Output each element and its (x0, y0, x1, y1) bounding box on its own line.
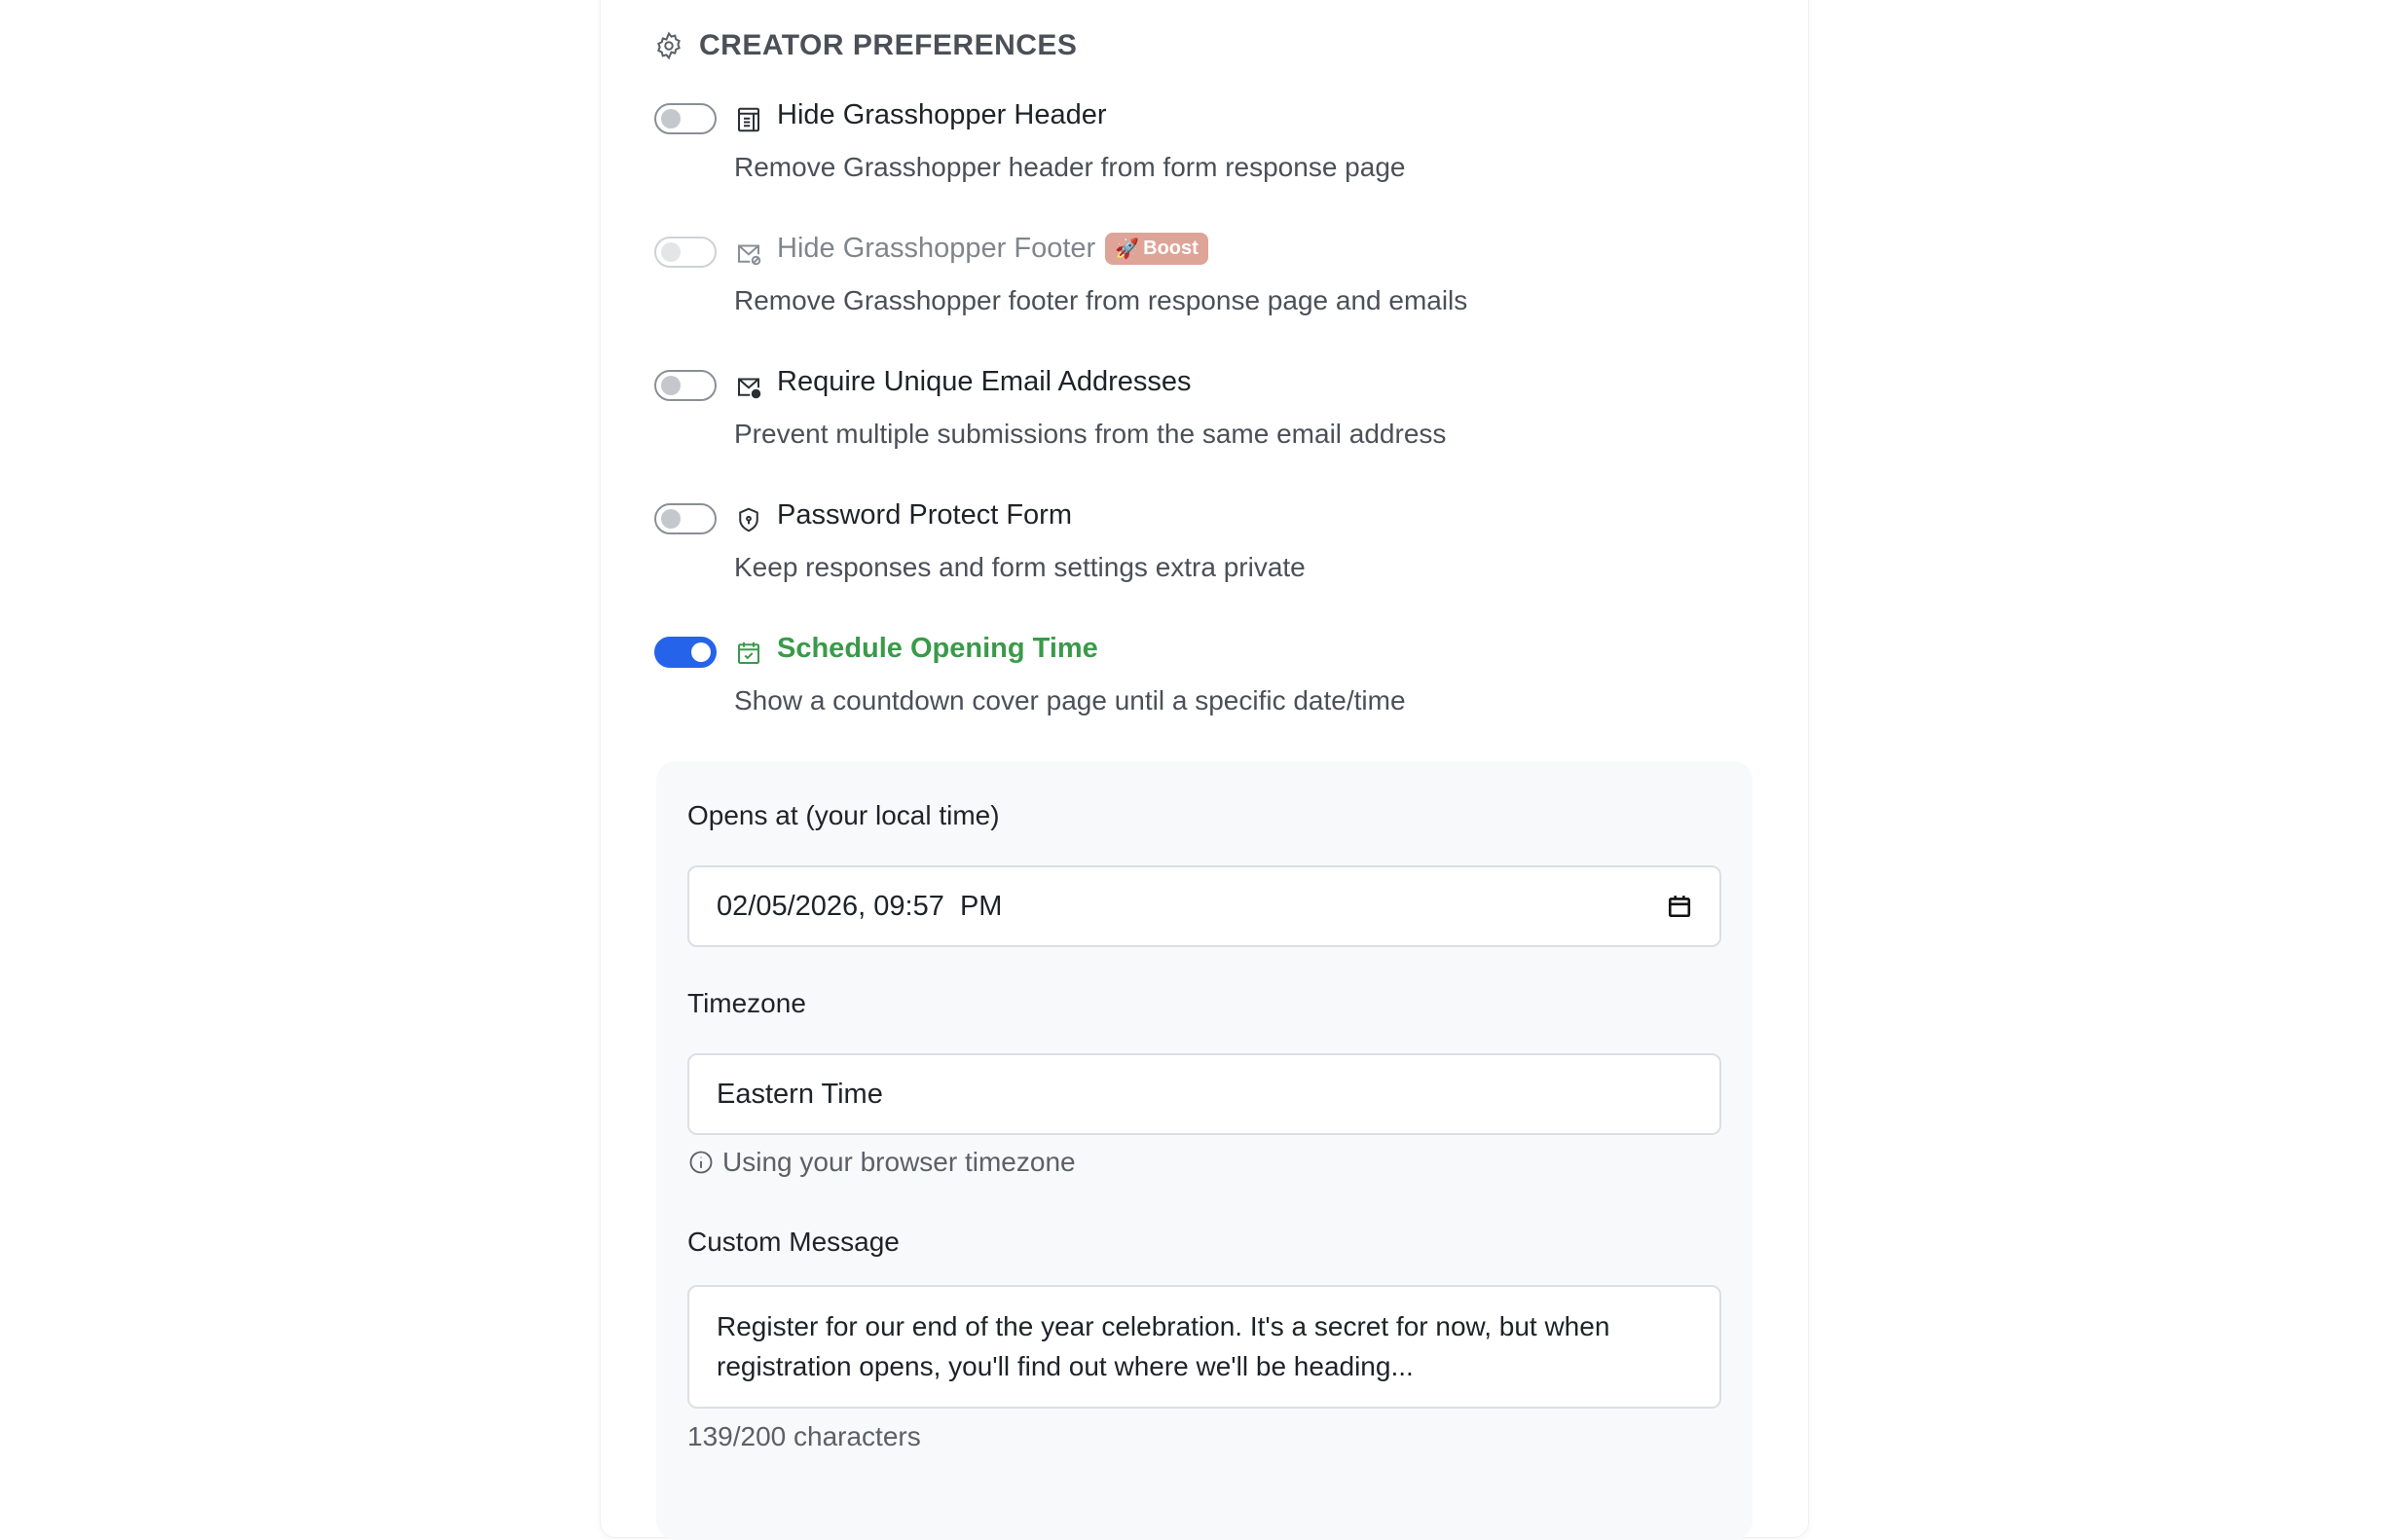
mail-check-icon (734, 372, 763, 401)
custom-message-value: Register for our end of the year celebration. It's a secret for now, but when registration opens, you'll find out where we'll be heading... (717, 1311, 1610, 1381)
option-title: Require Unique Email Addresses (777, 366, 1192, 397)
opens-at-label: Opens at (your local time) (687, 800, 1000, 830)
schedule-toggle[interactable] (654, 637, 717, 668)
boost-label: Boost (1143, 238, 1199, 259)
opens-at-input[interactable] (687, 865, 1721, 947)
section-title: CREATOR PREFERENCES (699, 29, 1078, 61)
shield-icon (734, 505, 763, 534)
option-description: Remove Grasshopper header from form response page (734, 152, 1406, 182)
mail-off-icon (734, 238, 763, 268)
option-title: Schedule Opening Time (777, 633, 1098, 664)
calendar-icon[interactable] (1667, 894, 1692, 919)
timezone-label: Timezone (687, 988, 806, 1018)
custom-message-label: Custom Message (687, 1227, 900, 1257)
option-description: Prevent multiple submissions from the same email address (734, 419, 1447, 449)
boost-badge[interactable] (1105, 233, 1208, 265)
info-icon (687, 1149, 715, 1176)
option-title: Hide Grasshopper Header (777, 99, 1107, 130)
option-description: Remove Grasshopper footer from response page and emails (734, 285, 1468, 315)
timezone-hint (687, 1147, 1076, 1178)
option-description: Keep responses and form settings extra private (734, 552, 1306, 582)
layout-icon (734, 105, 763, 134)
timezone-input[interactable] (687, 1053, 1721, 1135)
option-description: Show a countdown cover page until a specific date/time (734, 685, 1406, 715)
option-title: Hide Grasshopper Footer (777, 233, 1096, 264)
unique-email-toggle[interactable] (654, 370, 717, 401)
section-header (654, 29, 1077, 62)
option-title: Password Protect Form (777, 499, 1072, 531)
password-toggle[interactable] (654, 503, 717, 534)
custom-message-textarea[interactable] (687, 1285, 1721, 1409)
timezone-value: Eastern Time (717, 1078, 883, 1110)
rocket-icon: 🚀 (1115, 238, 1140, 260)
opens-at-value: 02/05/2026, 09:57 PM (717, 890, 1003, 922)
timezone-hint-text: Using your browser timezone (722, 1147, 1076, 1177)
hide-footer-toggle[interactable] (654, 237, 717, 268)
calendar-check-icon (734, 639, 763, 668)
gear-icon (654, 31, 683, 60)
char-count: 139/200 characters (687, 1421, 921, 1451)
hide-header-toggle[interactable] (654, 103, 717, 134)
